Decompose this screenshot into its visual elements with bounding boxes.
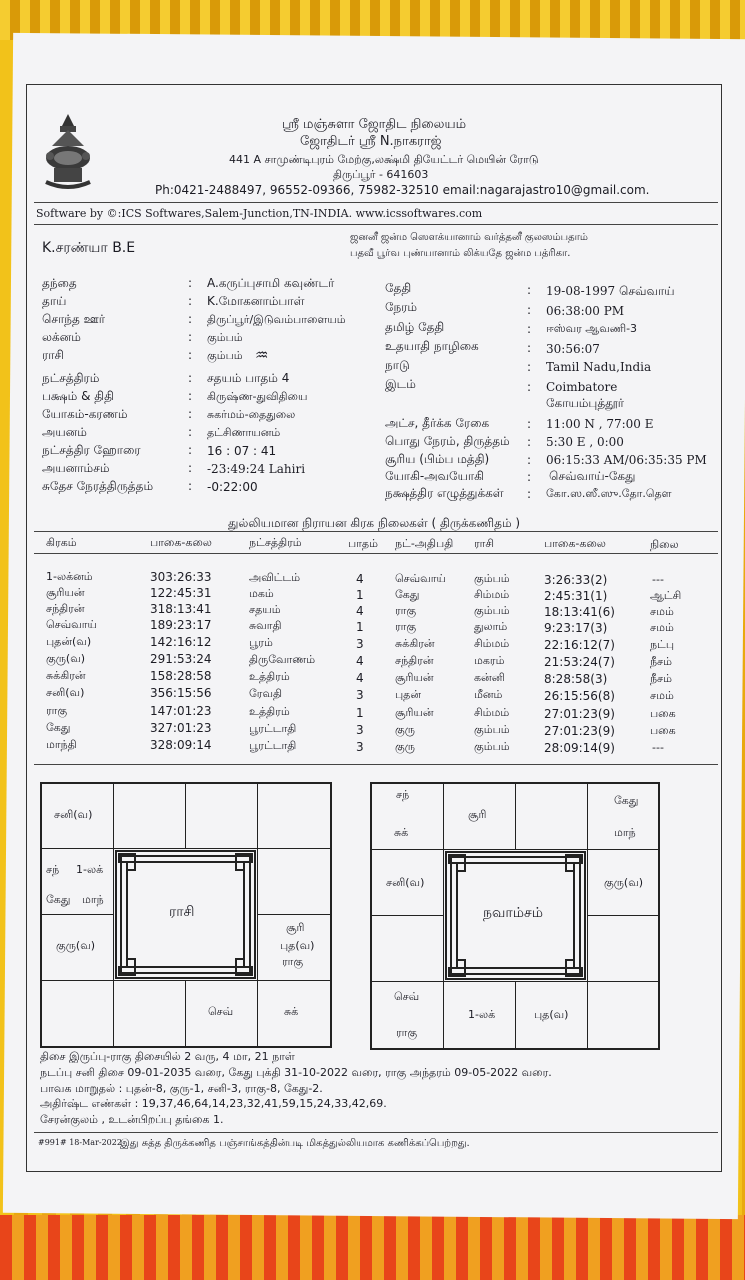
navamsa-chart-title: நவாம்சம் — [483, 905, 543, 921]
planet-label: கேது — [614, 794, 639, 807]
planet-label: 1-லக் — [76, 863, 104, 876]
detail-value: சதயம் பாதம் 4 — [207, 371, 290, 385]
detail-colon: : — [188, 479, 193, 493]
detail-label: உதயாதி நாழிகை — [385, 339, 479, 353]
detail-value: திருப்பூர்/இடுவம்பாளையம் — [207, 313, 346, 326]
person-name: K.சரண்யா B.E — [42, 240, 136, 256]
table-cell: 21:53:24(7) — [544, 655, 615, 669]
accuracy-note: இது சுத்த திருக்கணித பஞ்சாங்கத்தின்படி மிகத்துல்லியமாக கணிக்கப்பெற்றது. — [120, 1138, 470, 1149]
table-cell: மகரம் — [474, 654, 505, 667]
planet-label: செவ் — [394, 990, 420, 1003]
planet-label: சந் — [396, 788, 410, 801]
detail-label: சூரிய (பிம்ப மத்தி) — [385, 452, 490, 466]
planet-label: சுக் — [284, 1005, 299, 1018]
navamsa-house-capricorn — [371, 915, 444, 982]
footer-divider — [34, 1132, 718, 1133]
planet-label: சனி(வ) — [54, 808, 93, 821]
rasi-house-virgo — [257, 980, 331, 1047]
detail-value: K.மோகனாம்பாள் — [207, 294, 305, 308]
table-cell: 1 — [356, 706, 364, 720]
city-pincode: திருப்பூர் - 641603 — [333, 168, 429, 181]
detail-label: தாய் — [42, 294, 67, 308]
detail-label: தேதி — [385, 281, 412, 295]
planet-label: ராகு — [396, 1026, 418, 1039]
table-cell: கும்பம் — [474, 740, 510, 753]
detail-label: சுதேச நேரத்திருத்தம் — [42, 479, 154, 493]
table-cell: புதன்(வ) — [46, 635, 92, 648]
table-cell: திருவோணம் — [249, 653, 316, 666]
table-cell: 18:13:41(6) — [544, 605, 615, 619]
table-cell: சமம் — [650, 621, 674, 634]
detail-colon: : — [527, 417, 532, 431]
detail-colon: : — [188, 425, 193, 439]
col-planet: கிரகம் — [46, 536, 77, 549]
planet-label: குரு(வ) — [604, 876, 644, 889]
table-cell: 1 — [356, 620, 364, 634]
rasi-house-sagittarius — [41, 980, 114, 1047]
rasi-house-leo — [257, 914, 331, 981]
table-cell: 3 — [356, 740, 364, 754]
rasi-center-box — [115, 850, 256, 979]
table-cell: --- — [652, 741, 664, 754]
detail-label: யோகம்-கரணம் — [42, 407, 128, 421]
table-cell: 318:13:41 — [150, 602, 212, 616]
table-cell: பகை — [650, 724, 676, 737]
table-cell: 9:23:17(3) — [544, 621, 608, 635]
navamsa-house-scorpio — [443, 981, 516, 1049]
detail-value: சுகர்மம்-தைதுலை — [207, 408, 296, 421]
table-cell: 27:01:23(9) — [544, 724, 615, 738]
table-cell: துலாம் — [474, 620, 508, 633]
table-cell: 291:53:24 — [150, 652, 212, 666]
table-cell: நீசம் — [650, 672, 672, 685]
rasi-chart-title: ராசி — [169, 904, 195, 920]
detail-colon: : — [188, 371, 193, 385]
table-cell: 28:09:14(9) — [544, 741, 615, 755]
navamsa-house-leo — [587, 915, 659, 982]
table-cell: நட்பு — [650, 638, 674, 651]
detail-value: கோ.ஸ.ஸீ.ஸு.தோ.தெள — [546, 487, 672, 500]
table-cell: சந்திரன் — [46, 602, 85, 615]
detail-colon: : — [188, 461, 193, 475]
detail-value: 16 : 07 : 41 — [207, 444, 277, 458]
table-cell: மீனம் — [474, 688, 503, 701]
detail-colon: : — [188, 312, 193, 326]
table-cell: சனி(வ) — [46, 686, 85, 699]
navamsa-house-aries — [443, 783, 516, 850]
table-cell: 2:45:31(1) — [544, 589, 608, 603]
detail-colon: : — [188, 294, 193, 308]
detail-value: கோயம்புத்தூர் — [546, 396, 625, 410]
navamsa-center-box — [445, 851, 586, 980]
planet-label: சூரி — [468, 808, 487, 821]
table-cell: சந்திரன் — [395, 654, 434, 667]
table-cell: உத்திரம் — [249, 705, 290, 718]
table-cell: உத்திரம் — [249, 670, 290, 683]
table-cell: புதன் — [395, 688, 422, 701]
detail-label: தந்தை — [42, 276, 77, 290]
navamsa-house-libra — [515, 981, 588, 1049]
table-cell: சுவாதி — [249, 619, 282, 632]
table-cell: கன்னி — [474, 671, 505, 684]
table-cell: 303:26:33 — [150, 570, 212, 584]
fabric-background-bottom — [0, 1215, 745, 1280]
detail-value: கும்பம் — [207, 349, 243, 362]
planet-label: ராகு — [282, 955, 304, 968]
table-cell: 4 — [356, 671, 364, 685]
rasi-house-aquarius — [41, 848, 114, 915]
bhava-changes: பாவக மாறுதல் : புதன்-8, குரு-1, சனி-3, ராகு-8, கேது-2. — [40, 1082, 323, 1095]
detail-colon: : — [527, 360, 532, 374]
table-cell: 328:09:14 — [150, 738, 212, 752]
detail-label: அட்ச, தீர்க்க ரேகை — [385, 416, 490, 430]
navamsa-house-pisces — [371, 783, 444, 850]
detail-value: செவ்வாய்-கேது — [549, 469, 636, 483]
detail-value: 19-08-1997 செவ்வாய் — [546, 284, 675, 298]
detail-value: 5:30 E , 0:00 — [546, 435, 624, 449]
detail-value: Coimbatore — [546, 380, 618, 394]
planet-label: சூரி — [286, 921, 305, 934]
software-divider — [34, 224, 718, 225]
rasi-chart — [40, 782, 332, 1048]
table-cell: 1 — [356, 588, 364, 602]
detail-label: யோகி-அவயோகி — [385, 469, 484, 483]
table-cell: கேது — [46, 721, 71, 734]
rasi-house-scorpio — [113, 980, 186, 1047]
detail-label: அயனாம்சம் — [42, 461, 110, 475]
table-cell: 4 — [356, 604, 364, 618]
table-cell: சதயம் — [249, 603, 281, 616]
table-cell: கேது — [395, 588, 420, 601]
table-cell: 8:28:58(3) — [544, 672, 608, 686]
planet-label: சுக் — [394, 826, 409, 839]
table-header-divider — [34, 553, 718, 554]
sanskrit-verse-line-2: பதவீ பூர்வ புண்யானாம் லிக்யதே ஜன்ம பத்ரிகா. — [350, 248, 571, 259]
detail-value: -0:22:00 — [207, 480, 258, 494]
table-cell: செவ்வாய் — [46, 618, 97, 631]
table-cell: சூரியன் — [395, 706, 434, 719]
table-bottom-divider — [34, 764, 718, 765]
detail-value: 06:15:33 AM/06:35:35 PM — [546, 453, 707, 467]
rasi-house-cancer — [257, 848, 331, 915]
address-line: 441 A சாமுண்டிபுரம் மேற்கு,லக்ஷ்மி தியேட்டர் மெயின் ரோடு — [229, 153, 539, 166]
table-cell: ரேவதி — [249, 687, 283, 700]
table-cell: 3 — [356, 637, 364, 651]
table-cell: 142:16:12 — [150, 635, 212, 649]
astrologer-name: ஜோதிடர் ஸ்ரீ N.நாகராஜ் — [300, 134, 442, 149]
table-cell: அவிட்டம் — [249, 571, 301, 584]
dasa-balance: திசை இருப்பு-ராகு திசையில் 2 வரு, 4 மா, 21 நாள் — [40, 1050, 295, 1063]
table-cell: ஆட்சி — [650, 589, 682, 602]
detail-label: தமிழ் தேதி — [385, 320, 445, 334]
table-cell: மாந்தி — [46, 738, 77, 751]
planet-label: சனி(வ) — [386, 876, 425, 889]
rasi-house-pisces — [41, 783, 114, 849]
detail-label: நேரம் — [385, 300, 418, 314]
detail-value: A.கருப்புசாமி கவுண்டர் — [207, 276, 335, 290]
table-cell: சுக்கிரன் — [46, 669, 86, 682]
lucky-numbers: அதிர்ஷ்ட எண்கள் : 19,37,46,64,14,23,32,41,59,15,24,33,42,69. — [40, 1097, 387, 1110]
table-cell: 3:26:33(2) — [544, 573, 608, 587]
table-cell: பூரட்டாதி — [249, 739, 297, 752]
sanskrit-verse-line-1: ஜனனீ ஜன்ம ஸௌக்யானாம் வர்த்தனீ குலஸம்பதாம் — [350, 232, 588, 243]
detail-value: தட்சிணாயனம் — [207, 426, 281, 439]
table-cell: 3 — [356, 688, 364, 702]
table-cell: 327:01:23 — [150, 721, 212, 735]
detail-value: Tamil Nadu,India — [546, 360, 652, 374]
detail-colon: : — [188, 276, 193, 290]
planet-table-title: துல்லியமான நிராயன கிரக நிலைகள் ( திருக்கணிதம் ) — [228, 516, 521, 530]
detail-label: இடம் — [385, 377, 416, 391]
table-cell: செவ்வாய் — [395, 572, 446, 585]
detail-value: -23:49:24 Lahiri — [207, 462, 306, 476]
detail-colon: : — [527, 470, 532, 484]
table-cell: கும்பம் — [474, 604, 510, 617]
table-cell: பூரட்டாதி — [249, 722, 297, 735]
table-cell: சிம்மம் — [474, 637, 510, 650]
detail-colon: : — [188, 330, 193, 344]
planet-label: புத(வ) — [534, 1008, 569, 1021]
col-pada: பாதம் — [348, 537, 378, 550]
planet-label: கேது — [46, 893, 71, 906]
contact-line: Ph:0421-2488497, 96552-09366, 75982-32510 email:nagarajastro10@gmail.com. — [155, 183, 650, 197]
table-cell: பூரம் — [249, 636, 273, 649]
table-cell: கும்பம் — [474, 572, 510, 585]
planet-label: புத(வ) — [280, 939, 315, 952]
detail-colon: : — [188, 443, 193, 457]
detail-colon: : — [527, 303, 532, 317]
col-sign: ராசி — [474, 537, 495, 550]
print-id: #991# 18-Mar-2022 — [38, 1138, 122, 1147]
detail-label: நக்ஷத்திர எழுத்துக்கள் — [385, 486, 504, 500]
detail-colon: : — [527, 341, 532, 355]
table-cell: குரு — [395, 723, 415, 736]
deity-emblem-icon — [38, 112, 98, 190]
table-cell: 26:15:56(8) — [544, 689, 615, 703]
detail-label: நட்சத்திரம் — [42, 371, 100, 385]
detail-colon: : — [527, 435, 532, 449]
table-cell: நீசம் — [650, 655, 672, 668]
detail-value: 11:00 N , 77:00 E — [546, 417, 654, 431]
navamsa-house-cancer — [587, 849, 659, 916]
table-cell: சமம் — [650, 689, 674, 702]
detail-colon: : — [527, 453, 532, 467]
detail-label: லக்னம் — [42, 330, 81, 344]
header-divider — [34, 202, 718, 203]
detail-label: நாடு — [385, 358, 410, 372]
table-cell: 22:16:12(7) — [544, 638, 615, 652]
navamsa-house-virgo — [587, 981, 659, 1049]
table-cell: சூரியன் — [46, 586, 85, 599]
detail-value: கும்பம் — [207, 331, 243, 344]
planet-label: மாந் — [82, 893, 104, 906]
table-cell: --- — [652, 573, 664, 586]
table-cell: 1-லக்னம் — [46, 570, 93, 583]
table-cell: சூரியன் — [395, 671, 434, 684]
detail-value: 06:38:00 PM — [546, 304, 625, 318]
detail-value: 30:56:07 — [546, 342, 600, 356]
table-cell: குரு — [395, 740, 415, 753]
col-longitude: பாகை-கலை — [150, 536, 212, 549]
detail-label: சொந்த ஊர் — [42, 312, 105, 326]
table-cell: 147:01:23 — [150, 704, 212, 718]
navamsa-chart — [370, 782, 660, 1050]
detail-value: கிருஷ்ண-துவிதியை — [207, 390, 308, 403]
table-cell: 189:23:17 — [150, 618, 212, 632]
navamsa-house-gemini — [587, 783, 659, 850]
planet-label: செவ் — [208, 1005, 234, 1018]
table-cell: 122:45:31 — [150, 586, 212, 600]
table-cell: கும்பம் — [474, 723, 510, 736]
table-cell: சுக்கிரன் — [395, 637, 435, 650]
table-cell: பகை — [650, 707, 676, 720]
detail-colon: : — [188, 389, 193, 403]
detail-label: அயனம் — [42, 425, 87, 439]
table-cell: மகம் — [249, 587, 274, 600]
table-cell: ராகு — [395, 620, 417, 633]
rasi-house-capricorn — [41, 914, 114, 981]
navamsa-house-aquarius — [371, 849, 444, 916]
detail-colon: : — [527, 380, 532, 394]
rasi-house-libra — [185, 980, 258, 1047]
navamsa-house-taurus — [515, 783, 588, 850]
detail-colon: : — [188, 407, 193, 421]
table-cell: 158:28:58 — [150, 669, 212, 683]
planet-label: மாந் — [614, 826, 636, 839]
table-cell: சிம்மம் — [474, 588, 510, 601]
col-status: நிலை — [650, 538, 679, 551]
table-cell: 27:01:23(9) — [544, 707, 615, 721]
table-cell: 356:15:56 — [150, 686, 212, 700]
navamsa-house-sagittarius — [371, 981, 444, 1049]
table-cell: ராகு — [46, 704, 68, 717]
detail-label: பொது நேரம், திருத்தம் — [385, 434, 510, 448]
aquarius-icon: ♒ — [255, 346, 269, 364]
detail-colon: : — [527, 283, 532, 297]
table-cell: சிம்மம் — [474, 706, 510, 719]
current-dasa: நடப்பு சனி திசை 09-01-2035 வரை, கேது புக்தி 31-10-2022 வரை, ராகு அந்தரம் 09-05-2022 வரை. — [40, 1066, 552, 1079]
col-nakshatra: நட்சத்திரம் — [249, 536, 302, 549]
table-cell: 3 — [356, 723, 364, 737]
planet-label: சந் — [46, 863, 60, 876]
detail-colon: : — [188, 348, 193, 362]
detail-colon: : — [527, 487, 532, 501]
table-cell: ராகு — [395, 604, 417, 617]
detail-label: ராசி — [42, 348, 64, 362]
rasi-house-taurus — [185, 783, 258, 849]
family-note: சேரன்குலம் , உடன்பிறப்பு தங்கை 1. — [40, 1113, 224, 1126]
table-cell: 4 — [356, 654, 364, 668]
planet-label: 1-லக் — [468, 1008, 496, 1021]
rasi-house-gemini — [257, 783, 331, 849]
detail-colon: : — [527, 322, 532, 336]
detail-value: ஈஸ்வர ஆவணி-3 — [546, 322, 638, 335]
astrology-center-name: ஸ்ரீ மஞ்சுளா ஜோதிட நிலையம் — [282, 117, 467, 132]
detail-label: நட்சத்திர ஹோரை — [42, 443, 141, 457]
col-sign-degree: பாகை-கலை — [544, 537, 606, 550]
col-star-lord: நட்-அதிபதி — [395, 537, 454, 550]
detail-label: பக்ஷம் & திதி — [42, 389, 114, 403]
table-cell: 4 — [356, 572, 364, 586]
table-cell: குரு(வ) — [46, 652, 86, 665]
software-credit: Software by ©:ICS Softwares,Salem-Junction,TN-INDIA. www.icssoftwares.com — [36, 207, 483, 220]
table-top-divider — [34, 531, 718, 532]
table-cell: சமம் — [650, 605, 674, 618]
rasi-house-aries — [113, 783, 186, 849]
planet-label: குரு(வ) — [56, 939, 96, 952]
